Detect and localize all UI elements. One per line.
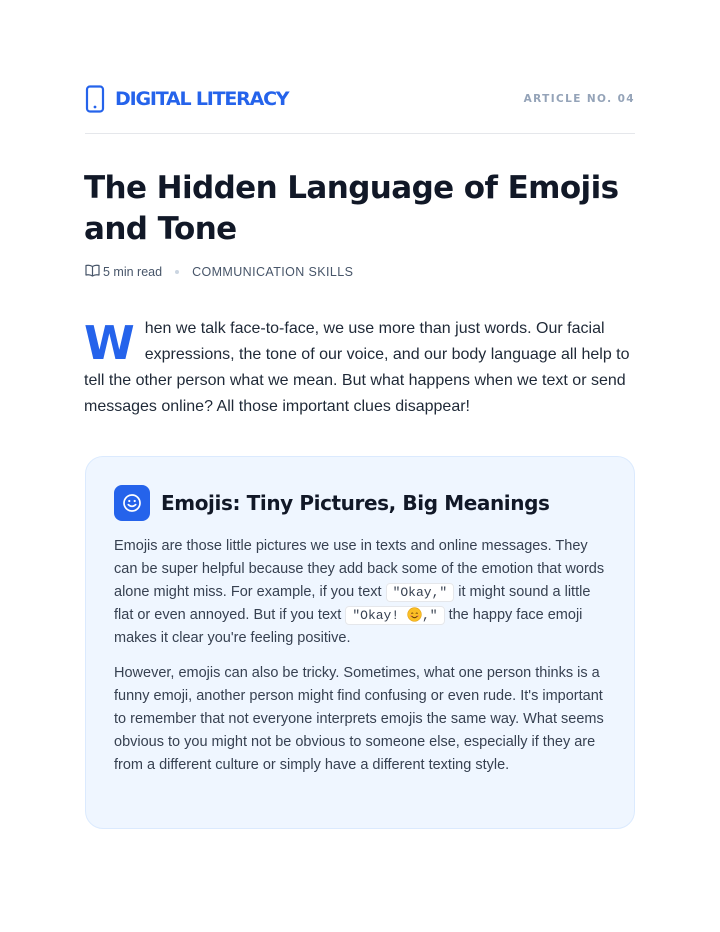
category-label[interactable]: COMMUNICATION SKILLS [192,265,354,279]
card-body [114,535,612,777]
info-card [85,456,635,829]
meta-separator [175,270,179,274]
card-paragraph-1 [114,535,612,650]
card-p1-text-c: the happy face emoji makes it clear you're feeling positive. [114,607,583,646]
intro-text: hen we talk face-to-face, we use more than just words. Our facial expressions, the tone of our voice, and our body language all help to tell the other person what we mean. But what happens when we text or send messages online? All those important clues disappear! [84,320,630,415]
smiling-face-emoji [407,607,422,622]
article-title: The Hidden Language of Emojis and Tone [84,170,619,247]
read-time [85,264,162,280]
card-header [114,485,550,521]
brand-name: DIGITAL LITERACY [115,87,289,110]
code-okay-happy [345,606,444,625]
intro-paragraph [84,316,640,420]
code-okay-flat: "Okay," [386,583,455,602]
smartphone-icon [85,85,105,113]
code-okay-happy-post: ," [421,608,438,623]
site-header [85,82,635,115]
article-number: ARTICLE NO. 04 [523,92,635,105]
drop-cap: W [84,316,134,370]
card-paragraph-2: However, emojis can also be tricky. Sometimes, what one person thinks is a funny emoji, another person might find confusing or even rude. It's important to remember that not everyone interprets emojis the same way. What seems obvious to you might not be obvious to someone else, especially if they are from a different culture or simply have a different texting style. [114,665,604,773]
brand[interactable] [85,85,288,113]
card-title: Emojis: Tiny Pictures, Big Meanings [161,491,550,515]
book-open-icon [85,264,100,280]
article-meta [85,264,353,280]
header-divider [85,133,635,134]
card-p1-text-b: it might sound a little flat or even annoyed. But if you text [114,584,591,623]
smiley-icon [114,485,150,521]
code-okay-happy-pre: "Okay! [352,608,407,623]
read-time-label: 5 min read [103,265,163,279]
card-p1-text-a: Emojis are those little pictures we use in texts and online messages. They can be super helpful because they add back some of the emotion that words alone might miss. For example, if you text [114,538,605,600]
